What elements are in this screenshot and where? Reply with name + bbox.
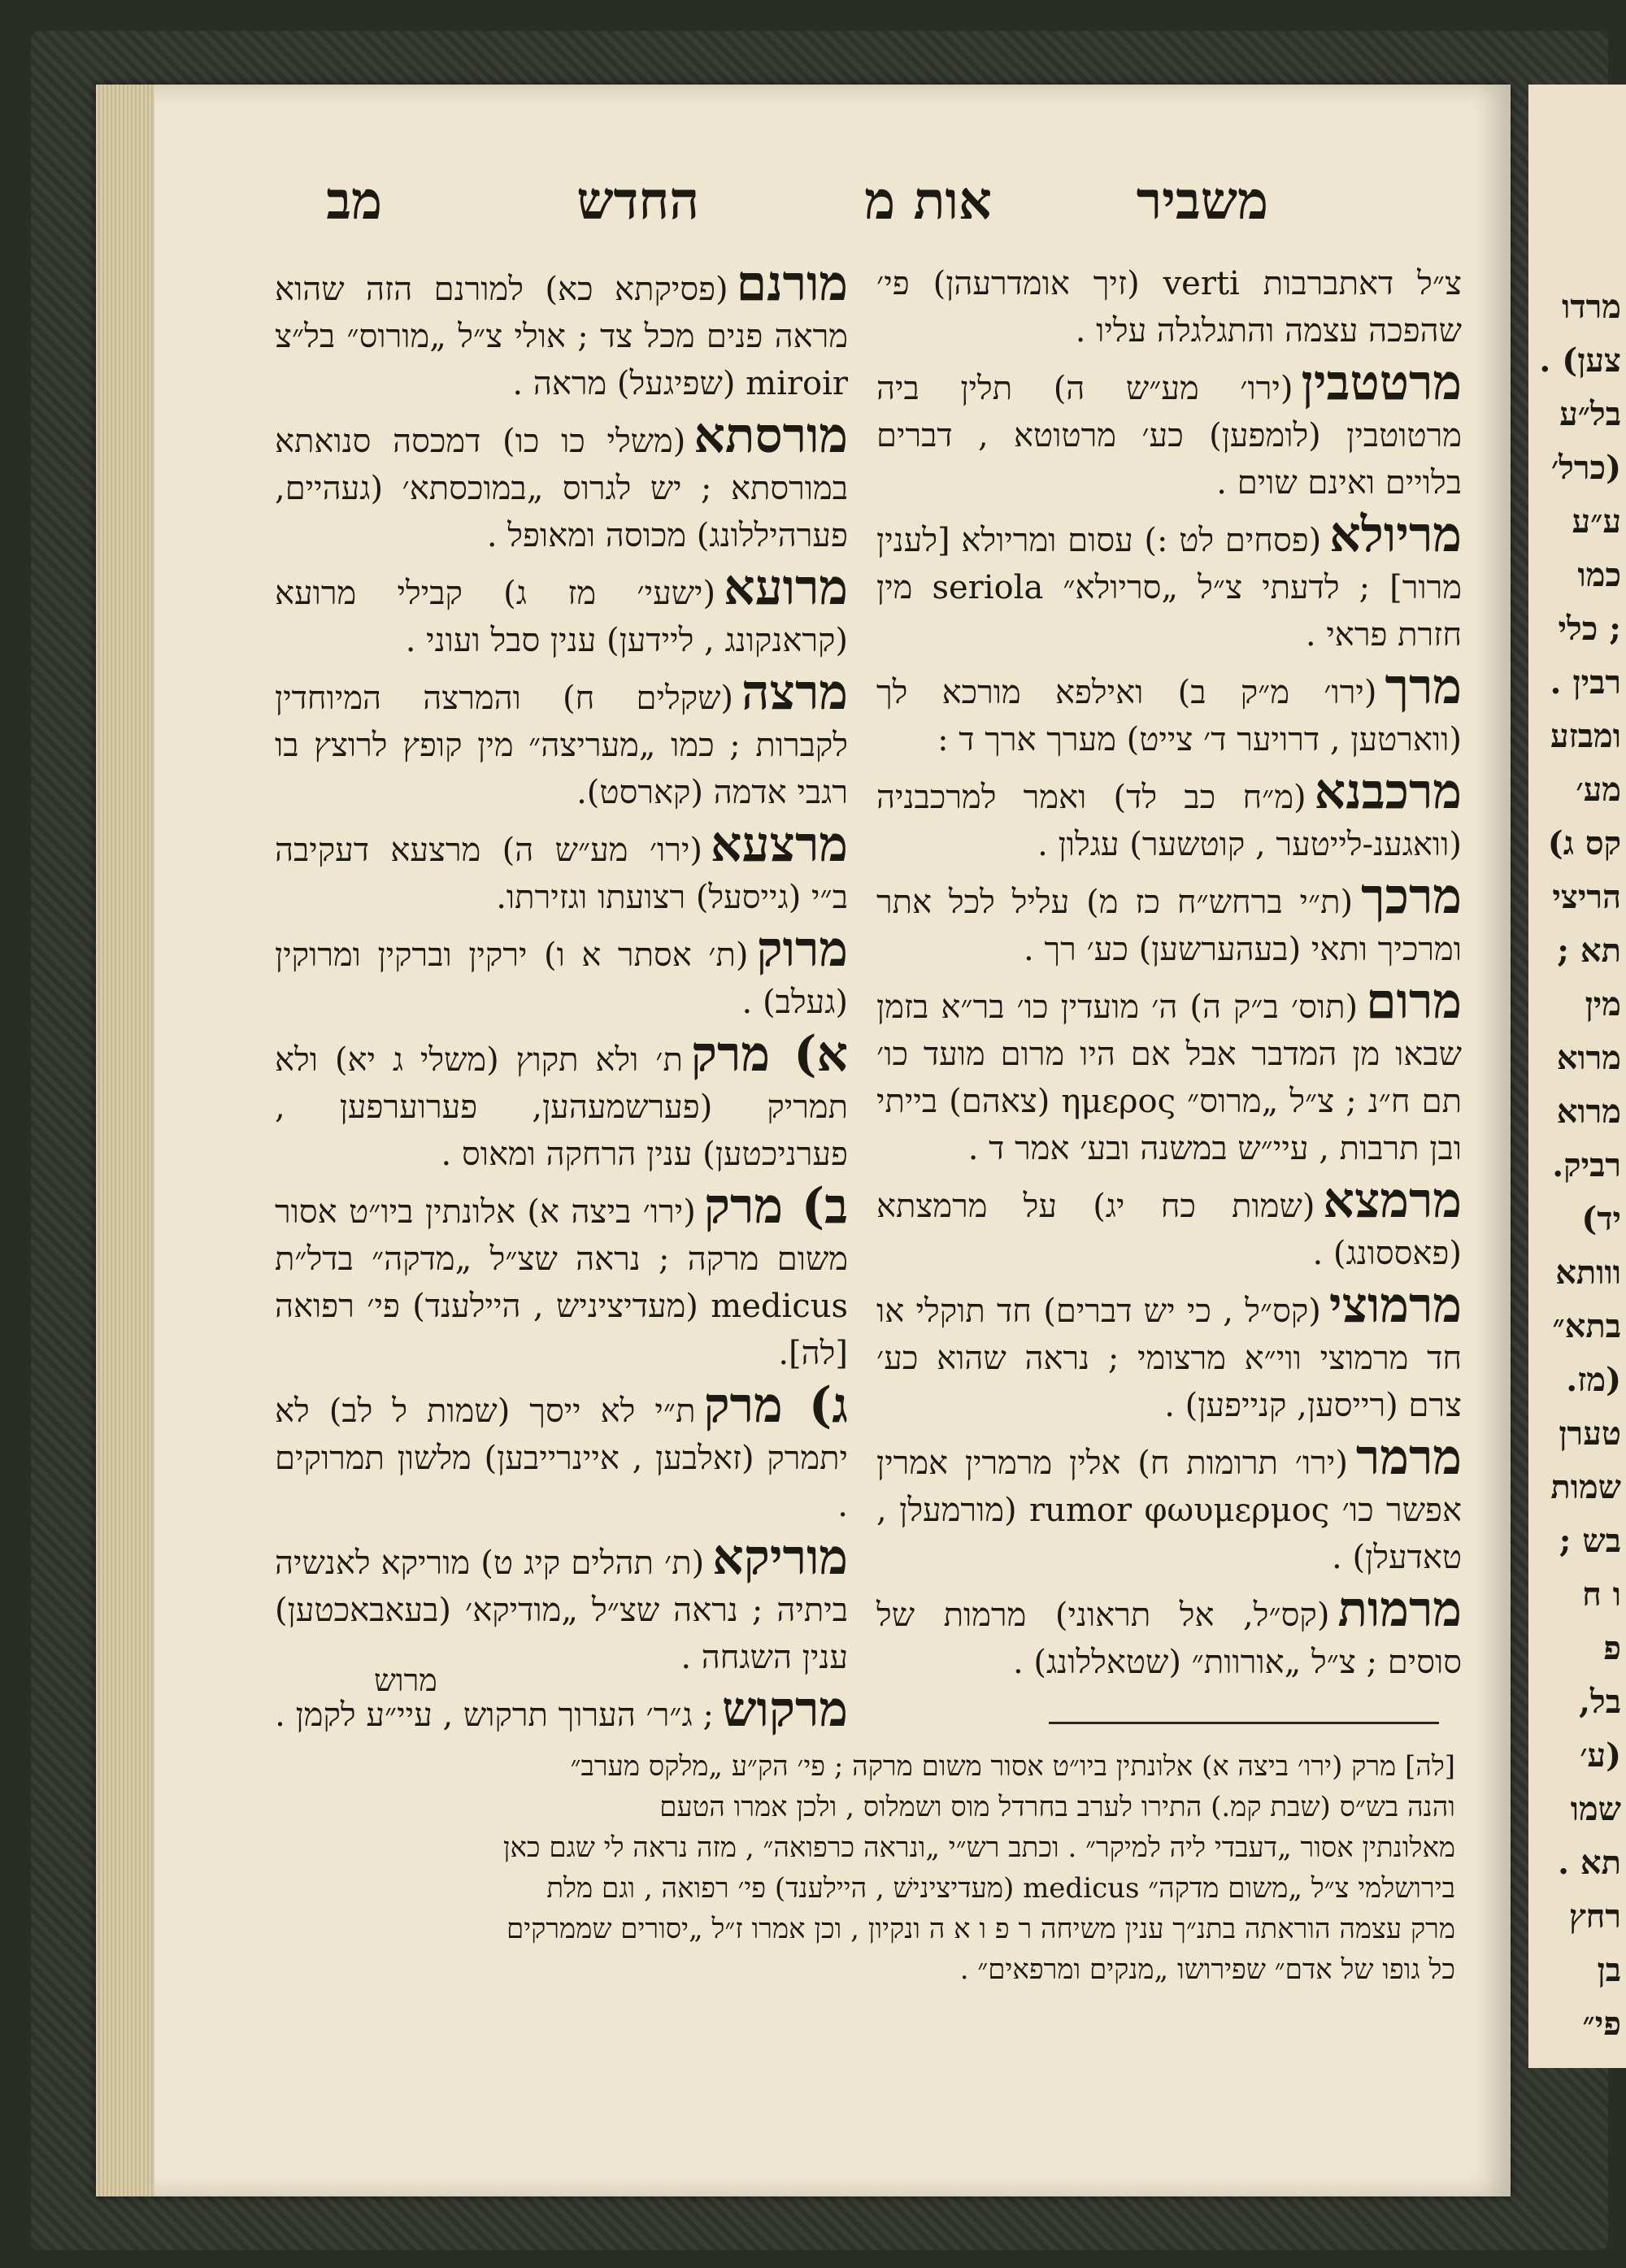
page-number: מב [326, 171, 382, 232]
entry-headword: מרקוש [722, 1681, 848, 1738]
entry-text: (ת׳ תהלים קיג ט) מוריקא לאנשיה ביתיה ; נראה שצ״ל „מודיקא׳ (בעאבאכטען) ענין השגחה . [275, 1545, 848, 1676]
facing-page-fragment: בתא״ [1552, 1307, 1621, 1345]
facing-page-fragment: מין [1585, 985, 1621, 1023]
dictionary-entry [876, 868, 1462, 973]
footnote-line: והנה בש״ס (שבת קמ.) התירו לערב בחרדל מוס ושמלוס , ולכן אמרו הטעם [659, 1791, 1455, 1823]
facing-page-fragment: בל, [1579, 1683, 1621, 1721]
facing-page-fragment: ע״ע [1572, 502, 1621, 541]
entry-text: (משלי כו כו) דמכסה סנואתא במורסתא ; יש לגרוס „במוכסתא׳ (געהיים, פערהיללונג) מכוסה ומאופל . [275, 423, 848, 554]
entry-headword: מרועא [724, 559, 848, 616]
header-title-word: משביר [1136, 171, 1268, 232]
footnote [276, 1746, 1455, 1990]
footnote-line: מאלונתין אסור „דעבדי ליה למיקר״ . וכתב רש״י „ונראה כרפואה״ , מזה נראה לי שגם כאן [502, 1831, 1455, 1864]
facing-page-fragment: שמו [1570, 1790, 1621, 1828]
facing-page-fragment: פ [1603, 1629, 1621, 1667]
entry-headword: מרך [1385, 658, 1462, 715]
facing-page-fragment: הריצי [1552, 878, 1621, 916]
entry-headword: ג) מרק [703, 1377, 849, 1434]
entry-headword: מרכבנא [1314, 763, 1462, 820]
footnote-line: [לה] מרק (ירו׳ ביצה א) אלונתין ביו״ט אסור משום מרקה ; פי׳ הק״ע „מלקס מערב״ [570, 1750, 1455, 1783]
dictionary-entry [275, 816, 848, 921]
entry-text: צ״ל דאתברבות verti (זיך אומדרעהן) פי׳ שהפכה עצמה והתגלגלה עליו . [876, 265, 1462, 350]
entry-text: (ירו׳ מ״ק ב) ואילפא מורכא לך (ווארטען , דרויער ד׳ צייט) מערך ארך ד : [876, 674, 1462, 758]
dictionary-entry [876, 1277, 1462, 1429]
facing-page-fragment: מרוא [1556, 1039, 1621, 1077]
facing-page-fragment: (מז. [1566, 1361, 1621, 1399]
dictionary-entry [876, 763, 1462, 868]
entry-headword: א) מרק [690, 1026, 848, 1083]
entry-headword: מרמר [1355, 1429, 1462, 1486]
footnote-rule [1049, 1722, 1439, 1724]
facing-page-fragment: צען) . [1539, 341, 1621, 380]
entry-headword: מרכך [1361, 868, 1462, 925]
entry-text: (ירו׳ מע״ש ה) מרצעא דעקיבה ב״י (גייסעל) רצועתו וגזירתו. [275, 832, 848, 916]
facing-page-fragment: (ע׳ [1580, 1736, 1621, 1775]
header-title-word-2: החדש [576, 171, 699, 232]
header-letter-label: אות מ [864, 171, 992, 232]
facing-page-fragment: בש ; [1559, 1522, 1621, 1560]
entry-headword: מריולא [1329, 506, 1462, 563]
entry-text: ; ג״ר׳ הערוך תרקוש , עיי״ע לקמן . [275, 1697, 715, 1734]
facing-page-fragment: טערן [1559, 1414, 1621, 1453]
dictionary-entry [275, 255, 848, 407]
dictionary-entry [275, 1026, 848, 1178]
entry-text: ת״י לא ייסך (שמות ל לב) לא יתמרק (זאלבען , איינרייבען) מלשון תמרוקים . [275, 1393, 848, 1524]
entry-text: (ת״י ברחש״ח כז מ) עליל לכל אתר ומרכיך ותאי (בעהערשען) כע׳ רך . [876, 884, 1462, 968]
facing-page-fragment: רביק. [1552, 1146, 1621, 1184]
entry-headword: מרמוצי [1328, 1277, 1462, 1334]
entry-headword: מרמות [1337, 1581, 1462, 1638]
facing-page [1528, 85, 1626, 2068]
facing-page-fragment: שמות [1550, 1468, 1621, 1506]
footnote-line: כל גופו של אדם״ שפירושו „מנקים ומרפאים״ . [959, 1953, 1455, 1986]
entry-headword: מוריקא [712, 1529, 848, 1586]
entry-headword: מרצעא [711, 816, 848, 873]
dictionary-entry [876, 1429, 1462, 1581]
facing-page-fragment: ; כלי [1558, 610, 1621, 648]
facing-page-fragment: ו ח [1582, 1575, 1621, 1614]
facing-page-fragment: פי״ [1582, 2005, 1621, 2043]
footnote-line: מרק עצמה הוראתה בתנ״ך ענין משיחה ר פ ו א ה ונקיון , וכן אמרו ז״ל „יסורים שממרקים [506, 1913, 1455, 1945]
dictionary-entry [876, 1581, 1462, 1686]
facing-page-fragment: יד) [1581, 1200, 1621, 1238]
entry-text: (פסיקתא כא) למורנם הזה שהוא מראה פנים מכל צד ; אולי צ״ל „מורוס״ בל״צ miroir (שפיגעל) מראה . [275, 271, 848, 402]
facing-page-fragment: רבין . [1550, 663, 1621, 702]
page-edges [96, 85, 154, 2196]
entry-text: (ת׳ אסתר א ו) ירקין וברקין ומרוקין (געלב) . [275, 936, 848, 1021]
entry-text: (מ״ח כב לד) ואמר למרכבניה (וואגענ-לייטער , קוטשער) עגלון . [876, 779, 1462, 863]
entry-text: (שקלים ח) והמרצה המיוחדין לקברות ; כמו „מעריצה״ מין קופץ לרוצץ בו רגבי אדמה (קארסט). [275, 680, 848, 811]
dictionary-entry [275, 664, 848, 816]
dictionary-entry [876, 506, 1462, 658]
right-column [876, 260, 1462, 1691]
facing-page-fragment: תא ; [1557, 932, 1621, 970]
entry-headword: מרמצא [1323, 1172, 1462, 1229]
dictionary-entry [876, 354, 1462, 506]
running-header [293, 171, 1268, 244]
entry-headword: מרטטבין [1301, 354, 1462, 411]
entry-headword: מורסתא [693, 407, 848, 464]
dictionary-entry [876, 658, 1462, 763]
facing-page-fragment: מע׳ [1576, 771, 1621, 809]
entry-text: (פסחים לט :) עסום ומריולא [לענין מרור] ; לדעתי צ״ל „סריולא״ seriola מין חזרת פראי . [876, 522, 1462, 654]
dictionary-entry [275, 1681, 848, 1739]
dictionary-entry [876, 973, 1462, 1172]
facing-page-fragment: ווותא [1555, 1253, 1621, 1292]
entry-headword: מרוק [756, 921, 848, 978]
entry-text: (קס״ל , כי יש דברים) חד תוקלי או חד מרמוצי ווי״א מרצומי ; נראה שהוא כע׳ צרם (רייסען, קנייפען) . [876, 1293, 1462, 1424]
left-column [275, 255, 849, 1744]
dictionary-entry [275, 1178, 848, 1377]
catchword: מרוש [374, 1662, 437, 1698]
dictionary-entry [275, 1377, 849, 1529]
dictionary-entry [275, 559, 848, 664]
entry-text: (ישעי׳ מז ג) קבילי מרועא (קראנקונג , ליידען) ענין סבל ועוני . [275, 575, 848, 659]
entry-text: (קס״ל, אל תראוני) מרמות של סוסים ; צ״ל „אורוות״ (שטאללונג) . [876, 1597, 1462, 1681]
facing-page-fragment: מרדו [1562, 288, 1621, 326]
dictionary-entry [275, 1529, 848, 1681]
dictionary-entry [876, 260, 1462, 354]
facing-page-fragment: ומבזע [1550, 717, 1621, 755]
entry-text: (תוס׳ ב״ק ה) ה׳ מועדין כו׳ בר״א בזמן שבאו מן המדבר אבל אם היו מרום מועד כו׳ תם ח״נ ; צ״ל „מרוס״ ημερος (צאהם) בייתי ובן תרבות , עיי״ש במשנה ובע׳ אמר ד . [876, 988, 1462, 1167]
facing-page-fragment: מרוא [1556, 1093, 1621, 1131]
facing-page-fragment: רחץ [1568, 1897, 1621, 1936]
facing-page-fragment: (כרל׳ [1550, 449, 1621, 487]
entry-text: ת׳ ולא תקוץ (משלי ג יא) ולא תמריק (פערשמעהען, פערוערפען , פערניכטען) ענין הרחקה ומאוס . [275, 1041, 848, 1173]
entry-headword: מרצה [741, 664, 848, 721]
entry-text: (ירו׳ ביצה א) אלונתין ביו״ט אסור משום מרקה ; נראה שצ״ל „מדקה״ בדל״ת medicus (מעדיציניש , היילענד) פי׳ רפואה [לה]. [275, 1193, 848, 1372]
facing-page-fragment: בל״ע [1559, 395, 1621, 433]
footnote-line: בירושלמי צ״ל „משום מדקה״ medicus (מעדיצינישׁ , היילענד) פי׳ רפואה , וגם מלת [546, 1872, 1455, 1905]
facing-page-fragment: בן [1597, 1951, 1621, 1989]
entry-text: (ירו׳ תרומות ח) אלין מרמרין אמרין אפשר כו׳ rumor φωυμερμος (מורמעלן , טאדעלן) . [876, 1445, 1462, 1576]
facing-page-fragment: תא . [1558, 1844, 1621, 1882]
dictionary-entry [275, 407, 848, 559]
facing-page-fragment: כמו [1577, 556, 1621, 594]
entry-headword: ב) מרק [703, 1178, 848, 1235]
entry-text: (ירו׳ מע״ש ה) תלין ביה מרטוטבין (לומפען) כע׳ מרטוטא , דברים בלויים ואינם שוים . [876, 370, 1462, 502]
dictionary-entry [275, 921, 848, 1026]
dictionary-entry [876, 1172, 1462, 1277]
facing-page-fragment: קס ג) [1547, 824, 1621, 862]
entry-headword: מרום [1366, 973, 1462, 1030]
entry-headword: מורנם [736, 255, 848, 312]
entry-text: (שמות כח יג) על מרמצתא (פאססונג) . [876, 1188, 1462, 1272]
